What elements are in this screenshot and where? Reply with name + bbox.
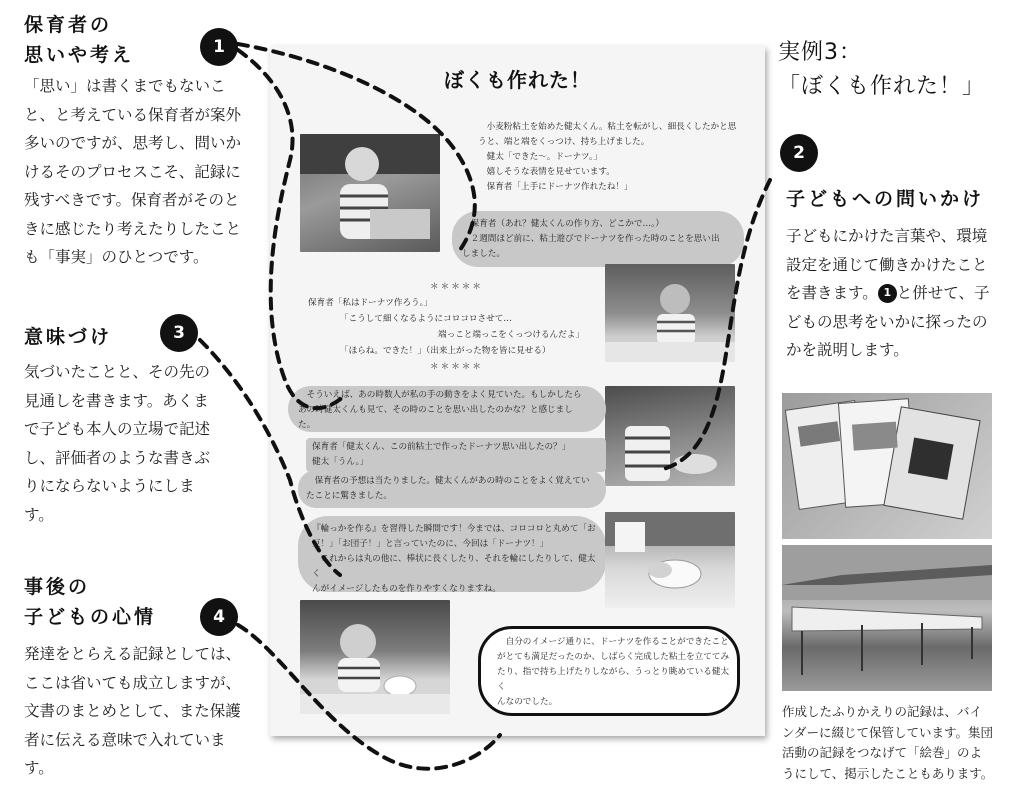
section3-body: 気づいたことと、その先の見通しを書きます。あくまで子ども本人の立場で記述し、評価者のような書きぶりにならないようにします。 [24, 363, 211, 524]
section4-heading: 事後の 子どもの心情 [24, 576, 157, 628]
bubble-meaning-text: 『輪っかを作る』を習得した瞬間です！今までは、コロコロと丸めて「お 豆！」「お団子！」と言っていたのに、今回は「ドーナツ！」 これからは丸の他に、棒状に長くしたり、それを輪にしたりして、健太く んがイメージしたものを作りやすくなりますね。 [312, 524, 596, 594]
section2-inline-number: 1 [878, 284, 897, 303]
section3-number-badge: 3 [160, 314, 198, 352]
bubble-surprise [298, 470, 606, 508]
section1-heading: 保育者の 思いや考え [24, 14, 135, 66]
photo-hands-clay [605, 512, 735, 608]
bubble-reflection [288, 386, 606, 432]
section3-heading: 意味づけ [24, 326, 113, 348]
section4-body: 発達をとらえる記録としては、ここは省いても成立しますが、文書のまとめとして、また保護者に伝える意味で入れています。 [24, 645, 242, 777]
photo-binders [782, 393, 992, 539]
photo-caption: 作成したふりかえりの記録は、バインダーに綴じて保管しています。集団活動の記録をつなげて「絵巻」のようにして、掲示したこともあります。 [782, 704, 994, 781]
photo-child-table-illustration [605, 264, 735, 362]
record-document [270, 46, 765, 736]
photo-child-rolling-clay [300, 134, 440, 252]
memory-line-4: 「ほらね。できた！」（出来上がった物を皆に見せる） [340, 346, 551, 356]
document-paragraph-1: 小麦粉粘土を始めた健太くん。粘土を転がし、細長くしたかと思 うと、端と端をくっつけ、持ち上げました。 健太「できた～。ドーナツ。」 嬉しそうな表情を見せています。 保育者「上手にドーナツ作れたね！」 [478, 122, 737, 192]
section2-body-before: 子どもにかけた言葉や、環境設定を通じて働きかけたことを書きます。 [786, 227, 988, 302]
photo-donut-illustration [300, 600, 450, 714]
section2-number-badge: 2 [780, 134, 818, 172]
section1-number-badge: 1 [200, 28, 238, 66]
memory-line-2: 「こうして細くなるようにコロコロさせて… [340, 314, 512, 324]
bubble-teacher-thought [452, 211, 744, 267]
photo-child-at-table [605, 264, 735, 362]
bubble-reflection-text: そういえば、あの時数人が私の手の動きをよく見ていた。もしかしたら あの時健太くんも見て、その時のことを思い出したのかな？と感じまし た。 [298, 390, 582, 430]
photo-child-closeup [605, 386, 735, 486]
photo-binders-illustration [782, 393, 992, 539]
photo-scroll-display [782, 545, 992, 691]
section2-body-after: と併せて、子どもの思考をいかに探ったのかを説明します。 [786, 284, 990, 359]
memory-line-1: 保育者「私はドーナツ作ろう。」 [308, 298, 433, 308]
photo-closeup-illustration [605, 386, 735, 486]
dialogue-box [306, 438, 606, 472]
closing-feeling-text: 自分のイメージ通りに、ドーナツを作ることができたこと がとても満足だったのか、しばらく完成した粘土を立ててみ たり、指で持ち上げたりしながら、うっとり眺めている健太く んなのでした。 [497, 637, 730, 707]
photo-hands-illustration [605, 512, 735, 608]
photo-child-illustration [300, 134, 440, 252]
section2-body [786, 222, 1002, 365]
section4-number-badge: 4 [200, 598, 238, 636]
stars-bottom: ＊＊＊＊＊ [430, 362, 483, 372]
bubble-teacher-thought-text: 保育者（あれ？健太くんの作り方、どこかで…。） ２週間ほど前に、粘土遊びでドーナツを作った時のことを思い出 しました。 [462, 219, 720, 259]
dialogue-teacher: 保育者「健太くん、この前粘土で作ったドーナツ思い出したの？」 [312, 442, 571, 452]
section2-heading: 子どもへの問いかけ [786, 188, 985, 210]
photo-child-holding-donut [300, 600, 450, 714]
bubble-surprise-text: 保育者の予想は当たりました。健太くんがあの時のことをよく覚えてい たことに驚きました。 [306, 476, 590, 501]
photo-scroll-illustration [782, 545, 992, 691]
example-title: 実例3： 「ぼくも作れた！」 [778, 40, 986, 99]
dialogue-kenta: 健太「うん。」 [312, 457, 369, 467]
stars-top: ＊＊＊＊＊ [430, 282, 483, 292]
closing-feeling-box [478, 626, 740, 716]
memory-line-3: 端っこと端っこをくっつけるんだよ」 [438, 330, 584, 340]
section1-body: 「思い」は書くまでもないこと、と考えている保育者が案外多いのですが、思考し、問いかけるそのプロセスこそ、記録に残すべきです。保育者がそのときに感じたり考えたりしたことも「事実」のひとつです。 [24, 77, 242, 266]
document-title: ぼくも作れた！ [444, 68, 591, 92]
bubble-meaning [298, 516, 606, 592]
